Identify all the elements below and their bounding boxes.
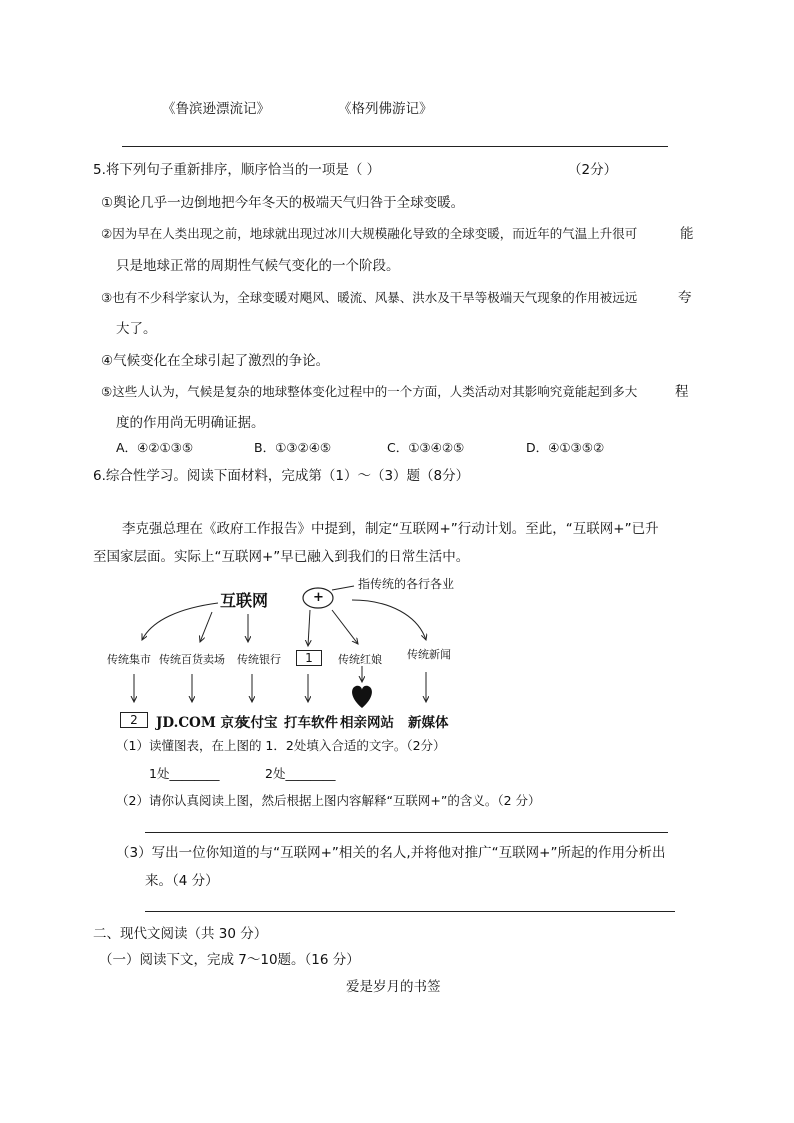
diagram-title: 互联网: [220, 591, 269, 610]
q6-sub-question-3: （3）写出一位你知道的与“互联网+”相关的名人,并将他对推广“互联网+”所起的作用分析出: [116, 845, 666, 861]
answer-line: [122, 146, 668, 147]
q5-sentence-4: ④气候变化在全球引起了激烈的争论。: [101, 353, 330, 369]
q6-stem: 6.综合性学习。阅读下面材料，完成第（1）～（3）题（8分）: [93, 468, 470, 484]
q6-sub-question-3-cont: 来。（4 分）: [145, 873, 219, 889]
q5-sentence-3-cont: 大了。: [116, 321, 157, 337]
q5-sentence-2-cont: 只是地球正常的周期性气候气变化的一个阶段。: [116, 258, 400, 274]
answer-line: [145, 832, 668, 833]
q5-sentence-3-end: 夸: [678, 290, 692, 306]
q5-option-d: D．④①③⑤②: [526, 440, 605, 455]
q5-stem: 5.将下列句子重新排序，顺序恰当的一项是（ ）: [93, 162, 381, 178]
q6-sub-question-1: （1）读懂图表，在上图的 1．2处填入合适的文字。（2分）: [116, 738, 446, 753]
q5-option-b: B．①③②④⑤: [254, 440, 332, 455]
q5-sentence-2: ②因为早在人类出现之前，地球就出现过冰川大规模融化导致的全球变暖，而近年的气温上升很可: [101, 226, 638, 241]
diagram-bottom-item-new-media: 新媒体: [408, 715, 449, 731]
book-title-robinson: 《鲁滨逊漂流记》: [162, 101, 270, 117]
diagram-top-item-news: 传统新闻: [407, 648, 451, 661]
q5-sentence-5-end: 程: [675, 384, 689, 400]
diagram-plus-sign: +: [313, 590, 324, 605]
article-title: 爱是岁月的书签: [346, 979, 441, 995]
q5-sentence-5-cont: 度的作用尚无明确证据。: [116, 415, 265, 431]
diagram-top-item-department-store: 传统百货卖场: [159, 653, 225, 666]
section-2-heading: 二、现代文阅读（共 30 分）: [93, 926, 268, 942]
q5-score: （2分）: [568, 162, 618, 178]
q5-sentence-5: ⑤这些人认为，气候是复杂的地球整体变化过程中的一个方面，人类活动对其影响究竟能起到多大: [101, 384, 638, 399]
book-title-gulliver: 《格列佛游记》: [338, 101, 433, 117]
diagram-pointer-note: 指传统的各行各业: [358, 577, 455, 591]
diagram-bottom-item-taxi-app: 打车软件: [284, 715, 338, 731]
diagram-bottom-item-jd: JD.COM 京东: [156, 715, 248, 731]
diagram-blank-box-1: 1: [296, 650, 322, 666]
section-2-part-1: （一）阅读下文，完成 7～10题。（16 分）: [99, 952, 360, 968]
heart-icon: [352, 686, 372, 708]
q5-sentence-3: ③也有不少科学家认为，全球变暖对飓风、暖流、风暴、洪水及干旱等极端天气现象的作用被远远: [101, 290, 638, 305]
q6-sub-question-2: （2）请你认真阅读上图，然后根据上图内容解释“互联网+”的含义。（2 分）: [116, 793, 541, 808]
q5-sentence-1: ①舆论几乎一边倒地把今年冬天的极端天气归咎于全球变暖。: [101, 195, 465, 211]
q5-option-c: C．①③④②⑤: [387, 440, 465, 455]
diagram-bottom-item-dating-site: 相亲网站: [340, 715, 394, 731]
diagram-bottom-item-alipay: 支付宝: [237, 715, 278, 731]
diagram-top-item-bank: 传统银行: [237, 653, 281, 666]
q5-option-a: A．④②①③⑤: [116, 440, 194, 455]
diagram-top-item-market: 传统集市: [107, 653, 151, 666]
q6-material-line-2: 至国家层面。实际上“互联网+”早已融入到我们的日常生活中。: [93, 549, 470, 565]
q6-sub1-blank-1: 1处________: [149, 766, 220, 781]
q6-sub1-blank-2: 2处________: [265, 766, 336, 781]
answer-line: [145, 911, 675, 912]
internet-plus-diagram: [100, 570, 520, 738]
q6-material-line-1: 李克强总理在《政府工作报告》中提到，制定“互联网+”行动计划。至此，“互联网+”已升: [122, 521, 659, 537]
q5-sentence-2-end: 能: [680, 226, 694, 242]
diagram-blank-box-2: 2: [120, 712, 148, 728]
diagram-top-item-matchmaker: 传统红娘: [338, 653, 382, 666]
